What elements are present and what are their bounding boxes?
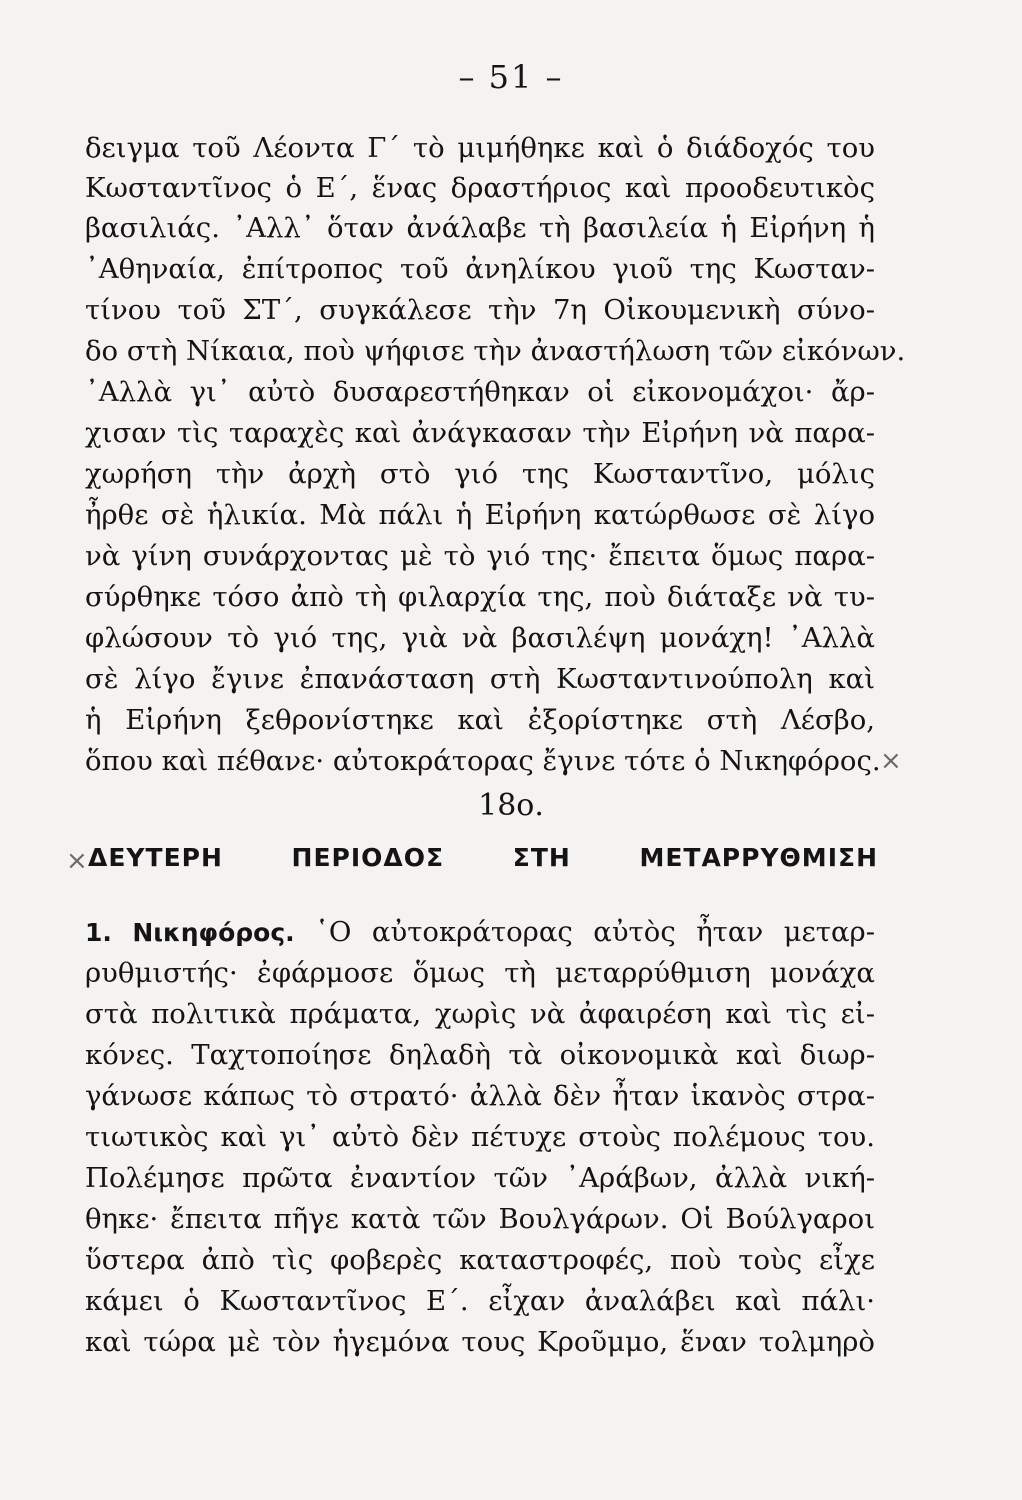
subsection-text: ῾Ο αὐτοκράτορας αὐτὸς ἦταν μεταρ- [315,916,875,948]
text-line: ᾿Αθηναία, ἐπίτροπος τοῦ ἀνηλίκου γιοῦ της Κωσταν- [85,253,875,285]
subsection-first-line [85,912,875,953]
section-heading: ΔΕΥΤΕΡΗ ΠΕΡΙΟΔΟΣ ΣΤΗ ΜΕΤΑΡΡΥΘΜΙΣΗ [88,843,878,872]
text-line: ᾿Αλλὰ γι᾿ αὐτὸ δυσαρεστήθηκαν οἱ εἰκονομάχοι· ἄρ- [85,376,875,408]
text-line: ὅπου καὶ πέθανε· αὐτοκράτορας ἔγινε τότε ὁ Νικηφόρος. [85,745,881,777]
text-line: γάνωσε κάπως τὸ στρατό· ἀλλὰ δὲν ἦταν ἱκανὸς στρα- [85,1080,875,1112]
subsection-label: 1. Νικηφόρος. [85,918,295,947]
text-line: χισαν τὶς ταραχὲς καὶ ἀνάγκασαν τὴν Εἰρήνη νὰ παρα- [85,417,875,449]
text-line: ὕστερα ἀπὸ τὶς φοβερὲς καταστροφές, ποὺ τοὺς εἶχε [85,1244,875,1276]
text-line: σύρθηκε τόσο ἀπὸ τὴ φιλαρχία της, ποὺ διάταξε νὰ τυ- [85,581,875,613]
text-line: δειγμα τοῦ Λέοντα Γ΄ τὸ μιμήθηκε καὶ ὁ διάδοχός του [85,132,875,164]
text-line: νὰ γίνη συνάρχοντας μὲ τὸ γιό της· ἔπειτα ὅμως παρα- [85,540,875,572]
section-number: 18ο. [478,788,544,823]
text-line: βασιλιάς. ᾿Αλλ᾿ ὅταν ἀνάλαβε τὴ βασιλεία ἡ Εἰρήνη ἡ [85,212,875,244]
page-number: – 51 – [458,58,564,96]
text-line: στὰ πολιτικὰ πράματα, χωρὶς νὰ ἀφαιρέση καὶ τὶς εἰ- [85,998,875,1030]
text-line: σὲ λίγο ἔγινε ἐπανάσταση στὴ Κωσταντινούπολη καὶ [85,663,875,695]
text-line: ἦρθε σὲ ἡλικία. Μὰ πάλι ἡ Εἰρήνη κατώρθωσε σὲ λίγο [85,499,875,531]
text-line: κάμει ὁ Κωσταντῖνος Ε΄. εἶχαν ἀναλάβει καὶ πάλι· [85,1285,875,1317]
text-line: καὶ τώρα μὲ τὸν ἡγεμόνα τους Κροῦμμο, ἕναν τολμηρὸ [85,1326,875,1358]
text-line: χωρήση τὴν ἀρχὴ στὸ γιό της Κωσταντῖνο, μόλις [85,458,875,490]
text-line: θηκε· ἔπειτα πῆγε κατὰ τῶν Βουλγάρων. Οἱ Βούλγαροι [85,1203,875,1235]
text-line: Κωσταντῖνος ὁ Ε΄, ἕνας δραστήριος καὶ προοδευτικὸς [85,172,875,204]
text-line: Πολέμησε πρῶτα ἐναντίον τῶν ᾿Αράβων, ἀλλὰ νική- [85,1162,875,1194]
text-line: ρυθμιστής· ἐφάρμοσε ὅμως τὴ μεταρρύθμιση μονάχα [85,957,875,989]
text-line: τιωτικὸς καὶ γι᾿ αὐτὸ δὲν πέτυχε στοὺς πολέμους του. [85,1121,875,1153]
text-line: φλώσουν τὸ γιό της, γιὰ νὰ βασιλέψη μονάχη! ᾿Αλλὰ [85,622,875,654]
text-line: δο στὴ Νίκαια, ποὺ ψήφισε τὴν ἀναστήλωση τῶν εἰκόνων. [85,335,906,367]
margin-x-mark: × [66,846,88,876]
text-line: κόνες. Ταχτοποίησε δηλαδὴ τὰ οἰκονομικὰ καὶ διωρ- [85,1039,875,1071]
text-line: ἡ Εἰρήνη ξεθρονίστηκε καὶ ἐξορίστηκε στὴ Λέσβο, [85,704,875,736]
text-line: τίνου τοῦ ΣΤ΄, συγκάλεσε τὴν 7η Οἰκουμενικὴ σύνο- [85,294,875,326]
margin-x-mark: × [880,746,902,776]
